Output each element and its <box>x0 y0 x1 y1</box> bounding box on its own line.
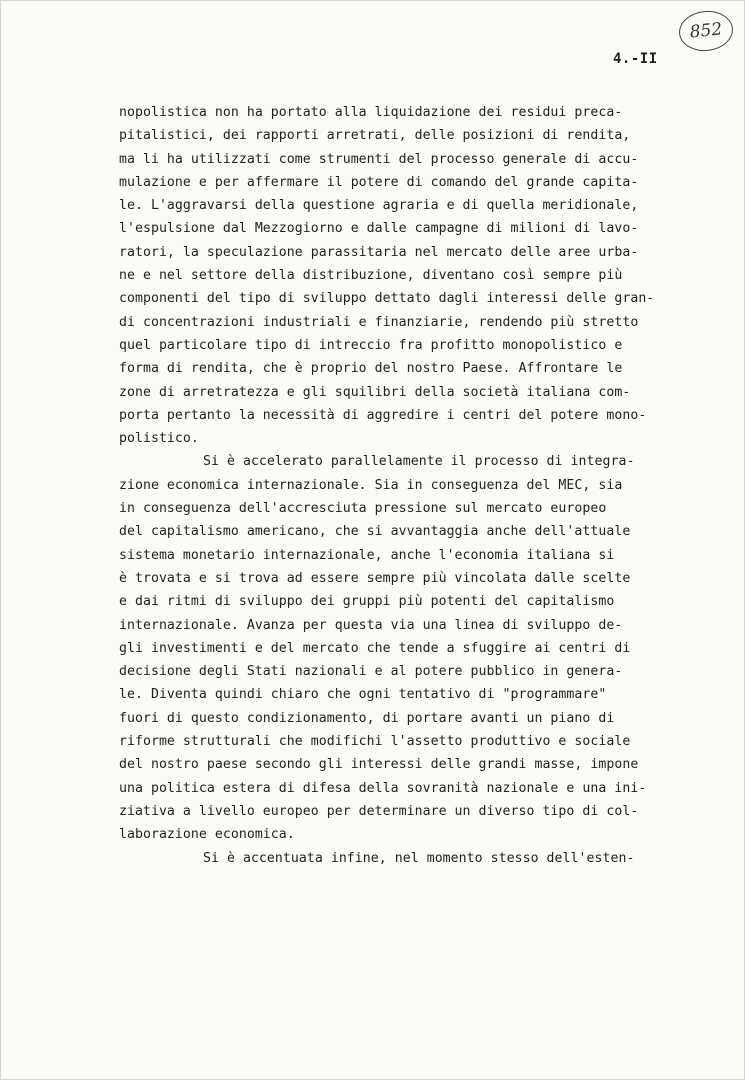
text-line: quel particolare tipo di intreccio fra profitto monopolistico e <box>119 337 623 353</box>
text-line: sistema monetario internazionale, anche l'economia italiana si <box>119 547 615 563</box>
text-line: internazionale. Avanza per questa via una linea di sviluppo de- <box>119 617 623 633</box>
page-number: 4.-II <box>613 51 658 67</box>
text-line: forma di rendita, che è proprio del nostro Paese. Affrontare le <box>119 361 623 377</box>
text-line: una politica estera di difesa della sovranità nazionale e una ini- <box>119 780 647 796</box>
text-line: ziativa a livello europeo per determinare un diverso tipo di col- <box>119 803 639 819</box>
text-line: ratori, la speculazione parassitaria nel mercato delle aree urba- <box>119 244 639 260</box>
text-line: è trovata e si trova ad essere sempre più vincolata dalle scelte <box>119 570 631 586</box>
archive-number-stamp <box>677 8 735 53</box>
text-line: polistico. <box>119 431 199 447</box>
text-line: gli investimenti e del mercato che tende a sfuggire ai centri di <box>119 640 631 656</box>
text-line: del capitalismo americano, che si avvantaggia anche dell'attuale <box>119 524 631 540</box>
text-line: ne e nel settore della distribuzione, diventano così sempre più <box>119 268 623 284</box>
text-line: riforme strutturali che modifichi l'assetto produttivo e sociale <box>119 734 631 750</box>
text-line: e dai ritmi di sviluppo dei gruppi più potenti del capitalismo <box>119 594 615 610</box>
text-line: di concentrazioni industriali e finanziarie, rendendo più stretto <box>119 314 639 330</box>
text-line: laborazione economica. <box>119 827 295 843</box>
body-text <box>119 101 719 870</box>
text-line: porta pertanto la necessità di aggredire i centri del potere mono- <box>119 407 647 423</box>
text-line: decisione degli Stati nazionali e al potere pubblico in genera- <box>119 664 623 680</box>
text-line: del nostro paese secondo gli interessi delle grandi masse, impone <box>119 757 639 773</box>
paragraph-start-line: Si è accentuata infine, nel momento stesso dell'esten- <box>203 850 635 866</box>
text-line: zone di arretratezza e gli squilibri della società italiana com- <box>119 384 631 400</box>
text-line: le. L'aggravarsi della questione agraria e di quella meridionale, <box>119 198 639 214</box>
text-line: ma li ha utilizzati come strumenti del processo generale di accu- <box>119 151 639 167</box>
text-line: in conseguenza dell'accresciuta pressione sul mercato europeo <box>119 501 607 517</box>
text-line: zione economica internazionale. Sia in conseguenza del MEC, sia <box>119 477 623 493</box>
text-line: l'espulsione dal Mezzogiorno e dalle campagne di milioni di lavo- <box>119 221 639 237</box>
text-line: nopolistica non ha portato alla liquidazione dei residui preca- <box>119 105 623 120</box>
text-line: pitalistici, dei rapporti arretrati, delle posizioni di rendita, <box>119 128 631 144</box>
paragraph-start-line: Si è accelerato parallelamente il processo di integra- <box>203 454 635 470</box>
text-line: mulazione e per affermare il potere di comando del grande capita- <box>119 174 639 190</box>
text-line: le. Diventa quindi chiaro che ogni tentativo di "programmare" <box>119 687 607 703</box>
archive-number-text: 852 <box>688 19 724 43</box>
text-line: fuori di questo condizionamento, di portare avanti un piano di <box>119 710 615 726</box>
text-line: componenti del tipo di sviluppo dettato dagli interessi delle gran- <box>119 291 655 307</box>
